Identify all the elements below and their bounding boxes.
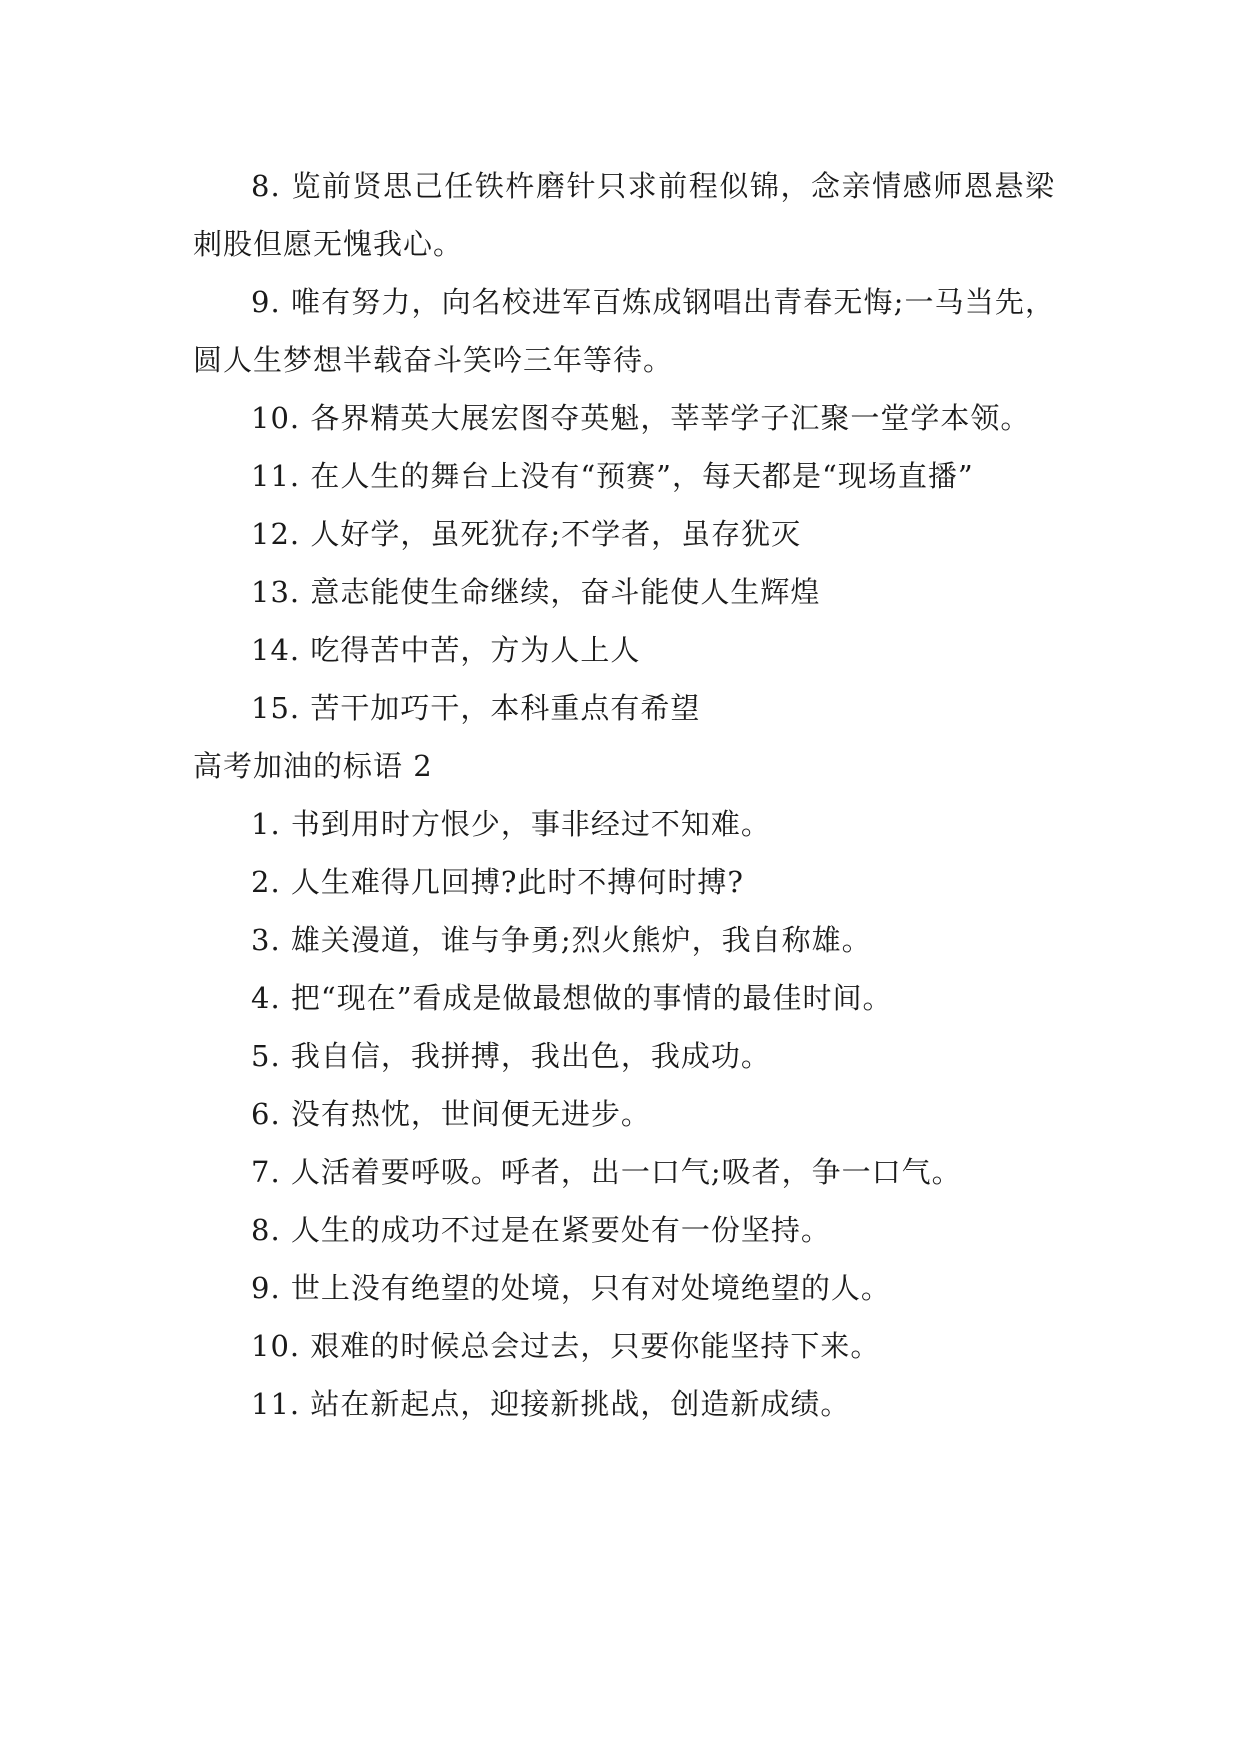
- slogan-item: 10. 各界精英大展宏图夺英魁，莘莘学子汇聚一堂学本领。: [251, 401, 1031, 435]
- slogan-item: 1. 书到用时方恨少，事非经过不知难。: [251, 807, 771, 841]
- slogan-item: 9. 唯有努力，向名校进军百炼成钢唱出青春无悔;一马当先，圆人生梦想半载奋斗笑吟三年等待。: [193, 285, 1055, 377]
- slogan-item: 3. 雄关漫道，谁与争勇;烈火熊炉，我自称雄。: [251, 923, 872, 957]
- slogan-item: 14. 吃得苦中苦，方为人上人: [251, 633, 641, 667]
- slogan-item: 10. 艰难的时候总会过去，只要你能坚持下来。: [251, 1329, 881, 1363]
- slogan-item: 4. 把“现在”看成是做最想做的事情的最佳时间。: [251, 981, 893, 1015]
- slogan-item: 2. 人生难得几回搏?此时不搏何时搏?: [251, 865, 744, 899]
- slogan-item: 6. 没有热忱，世间便无进步。: [251, 1097, 651, 1131]
- slogan-item: 13. 意志能使生命继续，奋斗能使人生辉煌: [251, 575, 821, 609]
- slogan-item: 12. 人好学，虽死犹存;不学者，虽存犹灭: [251, 517, 802, 551]
- slogan-item: 7. 人活着要呼吸。呼者，出一口气;吸者，争一口气。: [251, 1155, 962, 1189]
- slogan-item: 11. 在人生的舞台上没有“预赛”，每天都是“现场直播”: [251, 459, 974, 493]
- document-body: [193, 157, 1055, 1433]
- slogan-item: 5. 我自信，我拼搏，我出色，我成功。: [251, 1039, 771, 1073]
- slogan-item: 8. 览前贤思己任铁杵磨针只求前程似锦，念亲情感师恩悬梁刺股但愿无愧我心。: [193, 169, 1055, 261]
- slogan-item: 9. 世上没有绝望的处境，只有对处境绝望的人。: [251, 1271, 891, 1305]
- slogan-item: 11. 站在新起点，迎接新挑战，创造新成绩。: [251, 1387, 851, 1421]
- slogan-item: 15. 苦干加巧干，本科重点有希望: [251, 691, 701, 725]
- section-heading: 高考加油的标语 2: [193, 749, 433, 783]
- slogan-item: 8. 人生的成功不过是在紧要处有一份坚持。: [251, 1213, 831, 1247]
